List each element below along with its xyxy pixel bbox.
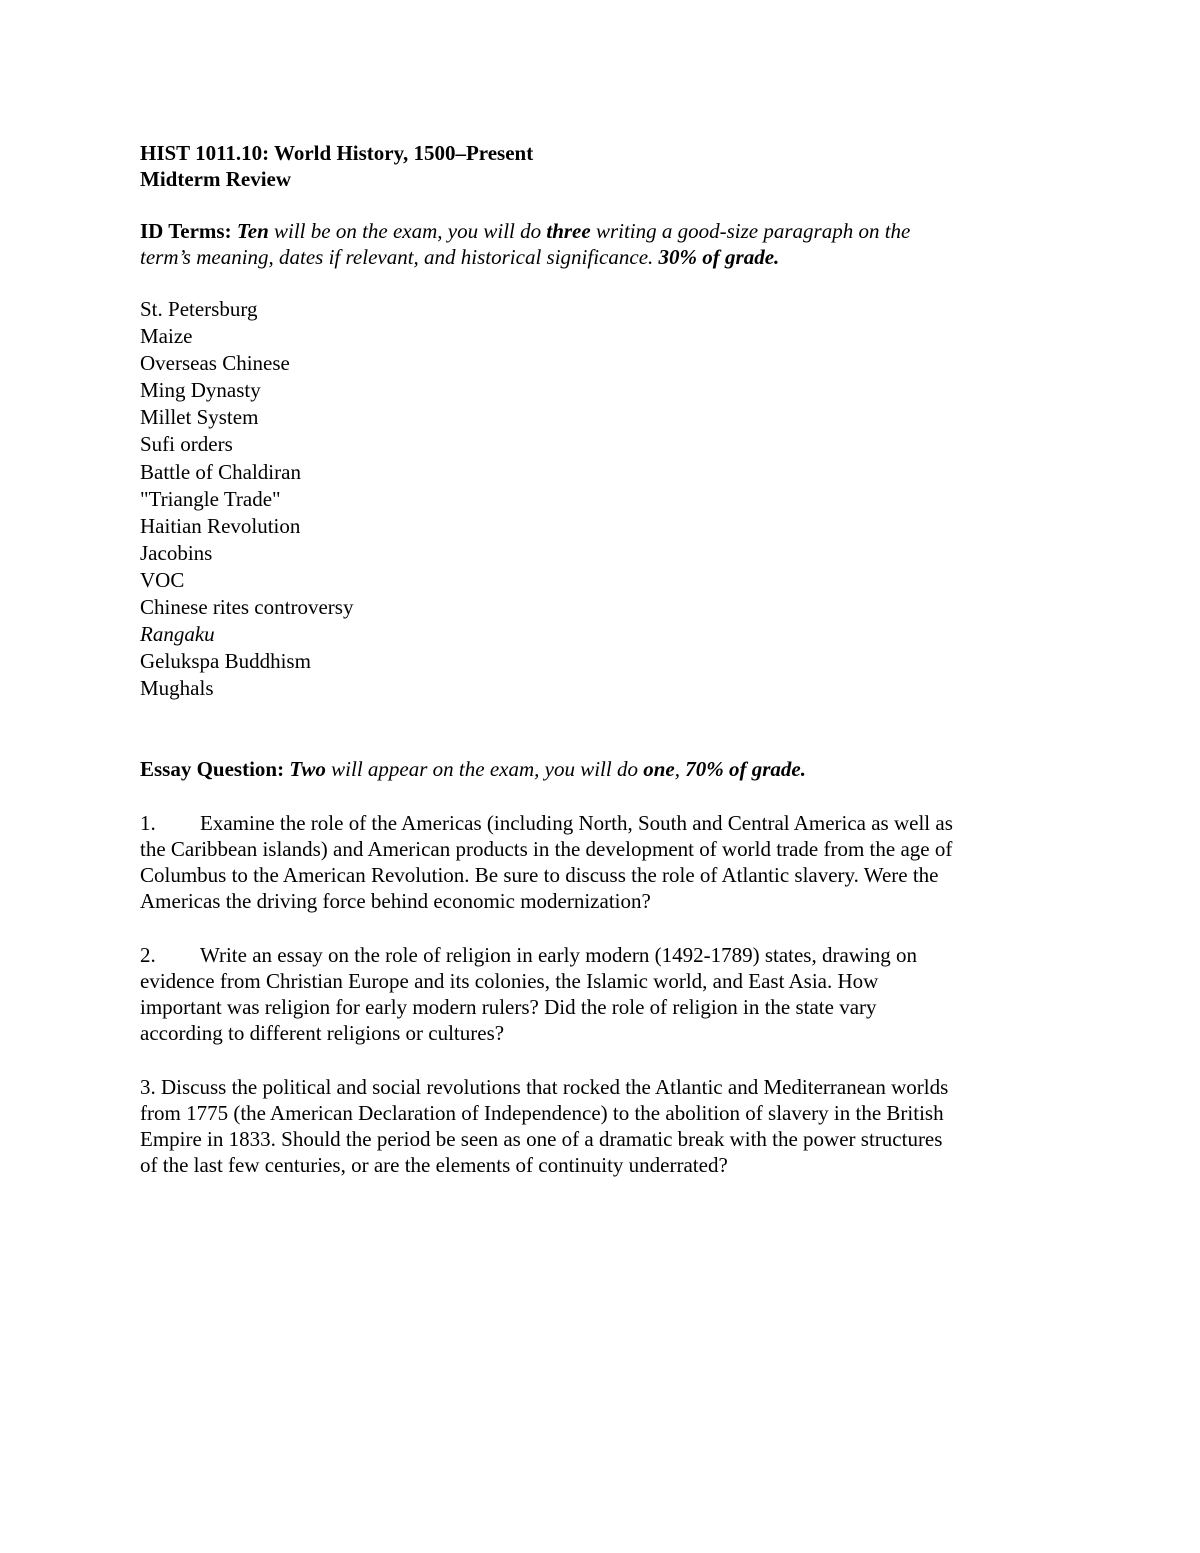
essay-question-2 — [140, 942, 1060, 1046]
essay-instruction-a: will appear on the exam, you will do — [325, 757, 644, 782]
document-header — [140, 140, 1060, 192]
id-terms-do-count: three — [546, 219, 591, 243]
question-text: Write an essay on the role of religion in early modern (1492-1789) states, drawing on — [200, 943, 918, 968]
question-line: Americas the driving force behind economic modernization? — [140, 889, 651, 914]
essay-count: Two — [289, 757, 326, 782]
question-text: Examine the role of the Americas (including North, South and Central America as well as — [200, 811, 953, 836]
essay-label: Essay Question: — [140, 757, 285, 782]
id-term: Haitian Revolution — [140, 513, 301, 538]
id-terms-instruction-a: will be on the exam, you will do — [268, 219, 547, 243]
question-text: Discuss the political and social revolutions that rocked the Atlantic and Mediterranean worlds — [161, 1075, 949, 1100]
id-term: Chinese rites controversy — [140, 595, 354, 620]
essay-grade: 70% of grade. — [685, 757, 806, 782]
question-number: 1. — [140, 811, 156, 836]
essay-instruction-b: , — [674, 757, 686, 782]
id-term: Battle of Chaldiran — [140, 459, 301, 484]
question-line: from 1775 (the American Declaration of Independence) to the abolition of slavery in the British — [140, 1101, 944, 1126]
id-term: Rangaku — [140, 622, 215, 647]
id-terms-instructions — [140, 218, 1060, 270]
question-line — [140, 810, 1060, 836]
question-line: important was religion for early modern rulers? Did the role of religion in the state vary — [140, 995, 877, 1020]
id-terms-instruction-line-1 — [140, 218, 1060, 244]
id-term: VOC — [140, 567, 185, 592]
id-term: "Triangle Trade" — [140, 486, 281, 511]
course-title: HIST 1011.10: World History, 1500–Present — [140, 141, 534, 165]
id-terms-instruction-b: writing a good-size paragraph on the — [590, 219, 911, 243]
id-term: Maize — [140, 324, 193, 349]
id-term: Ming Dynasty — [140, 378, 261, 403]
question-line — [140, 1074, 1060, 1100]
id-term: Jacobins — [140, 540, 213, 565]
question-number: 2. — [140, 943, 156, 968]
id-terms-label: ID Terms: — [140, 219, 232, 243]
id-terms-count: Ten — [236, 219, 269, 243]
id-term: Sufi orders — [140, 432, 233, 457]
question-line: the Caribbean islands) and American products in the development of world trade from the age of — [140, 837, 953, 862]
essay-question-3 — [140, 1074, 1060, 1178]
essay-question-1 — [140, 810, 1060, 914]
id-term: Mughals — [140, 676, 214, 701]
question-number: 3. — [140, 1075, 156, 1100]
id-terms-grade: 30% of grade. — [658, 245, 780, 269]
essay-do-count: one — [643, 757, 675, 782]
question-line — [140, 942, 1060, 968]
id-term: Gelukspa Buddhism — [140, 649, 311, 674]
id-term: St. Petersburg — [140, 297, 258, 321]
question-line: according to different religions or cultures? — [140, 1021, 505, 1046]
question-line: of the last few centuries, or are the elements of continuity underrated? — [140, 1153, 728, 1178]
document-page — [140, 140, 1060, 1178]
id-term: Millet System — [140, 405, 259, 430]
essay-section — [140, 756, 1060, 1178]
id-terms-list — [140, 296, 1060, 702]
id-terms-instruction-line2: term’s meaning, dates if relevant, and historical significance. — [140, 245, 659, 269]
document-subtitle: Midterm Review — [140, 167, 292, 191]
id-terms-section — [140, 218, 1060, 702]
question-line: evidence from Christian Europe and its colonies, the Islamic world, and East Asia. How — [140, 969, 879, 994]
question-line: Empire in 1833. Should the period be seen as one of a dramatic break with the power structures — [140, 1127, 943, 1152]
id-terms-instruction-line-2 — [140, 244, 1060, 270]
question-line: Columbus to the American Revolution. Be sure to discuss the role of Atlantic slavery. Were the — [140, 863, 939, 888]
id-term: Overseas Chinese — [140, 351, 290, 376]
essay-instructions — [140, 756, 1060, 782]
